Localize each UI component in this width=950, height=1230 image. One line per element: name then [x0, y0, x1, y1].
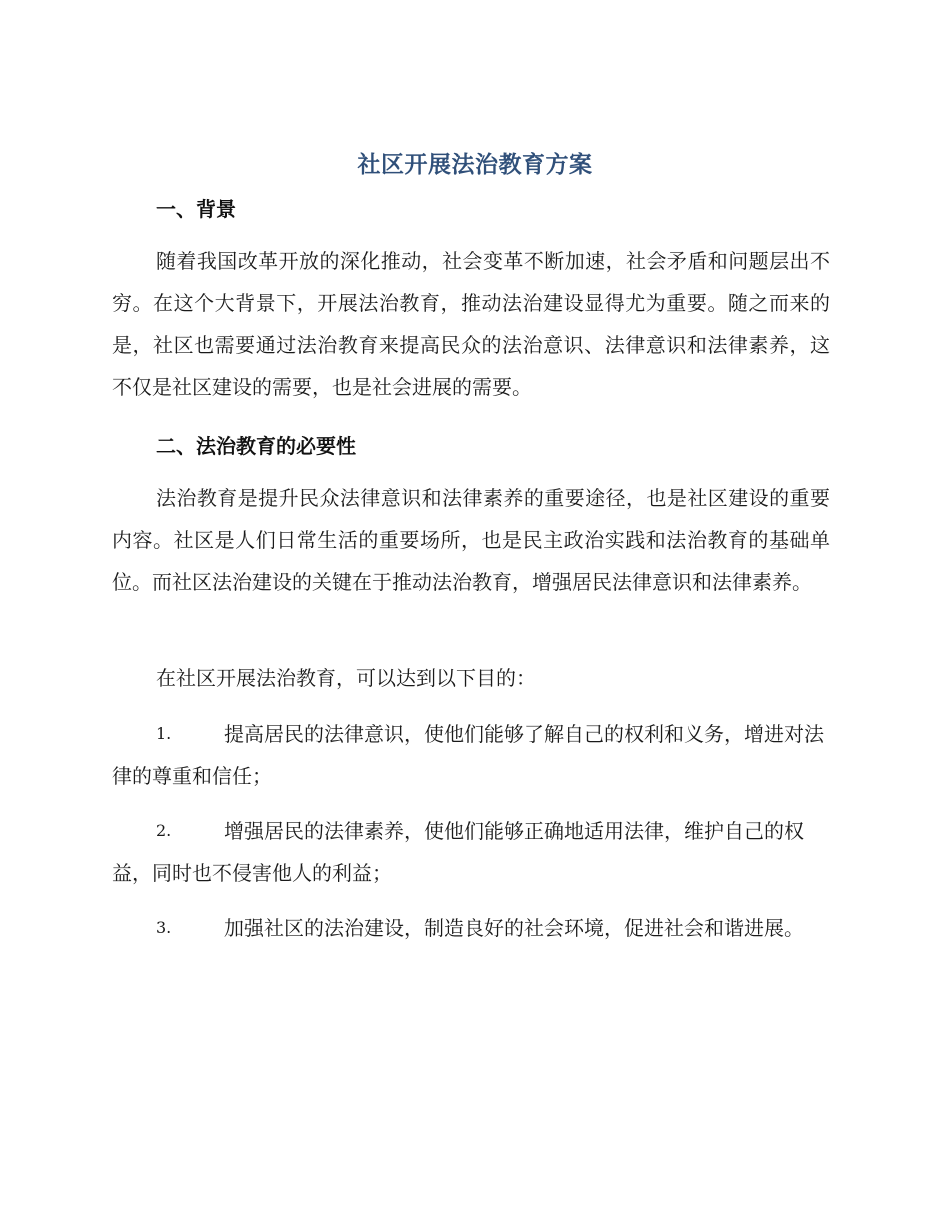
list-item: [112, 713, 832, 797]
list-item-number: 1.: [156, 724, 172, 743]
list-item-text: 增强居民的法律素养，使他们能够正确地适用法律，维护自己的权益，同时也不侵害他人的利益；: [112, 819, 804, 885]
list-item-number: 2.: [156, 821, 172, 840]
list-item: [112, 907, 832, 949]
list-item-text: 加强社区的法治建设，制造良好的社会环境，促进社会和谐进展。: [224, 916, 804, 940]
list-item-text: 提高居民的法律意识，使他们能够了解自己的权利和义务，增进对法律的尊重和信任；: [112, 722, 824, 788]
necessity-paragraph: 法治教育是提升民众法律意识和法律素养的重要途径，也是社区建设的重要内容。社区是人们日常生活的重要场所，也是民主政治实践和法治教育的基础单位。而社区法治建设的关键在于推动法治教育，增强居民法律意识和法律素养。: [112, 486, 830, 594]
purpose-intro-paragraph: 在社区开展法治教育，可以达到以下目的：: [156, 666, 536, 690]
background-paragraph: 随着我国改革开放的深化推动，社会变革不断加速，社会矛盾和问题层出不穷。在这个大背景下，开展法治教育，推动法治建设显得尤为重要。随之而来的是，社区也需要通过法治教育来提高民众的法治意识、法律意识和法律素养，这不仅是社区建设的需要，也是社会进展的需要。: [112, 249, 830, 399]
list-item-number: 3.: [156, 918, 172, 937]
list-item: [112, 810, 832, 894]
document-title: 社区开展法治教育方案: [357, 152, 593, 178]
section-heading-necessity: 二、法治教育的必要性: [156, 434, 356, 458]
section-heading-background: 一、背景: [156, 197, 236, 221]
